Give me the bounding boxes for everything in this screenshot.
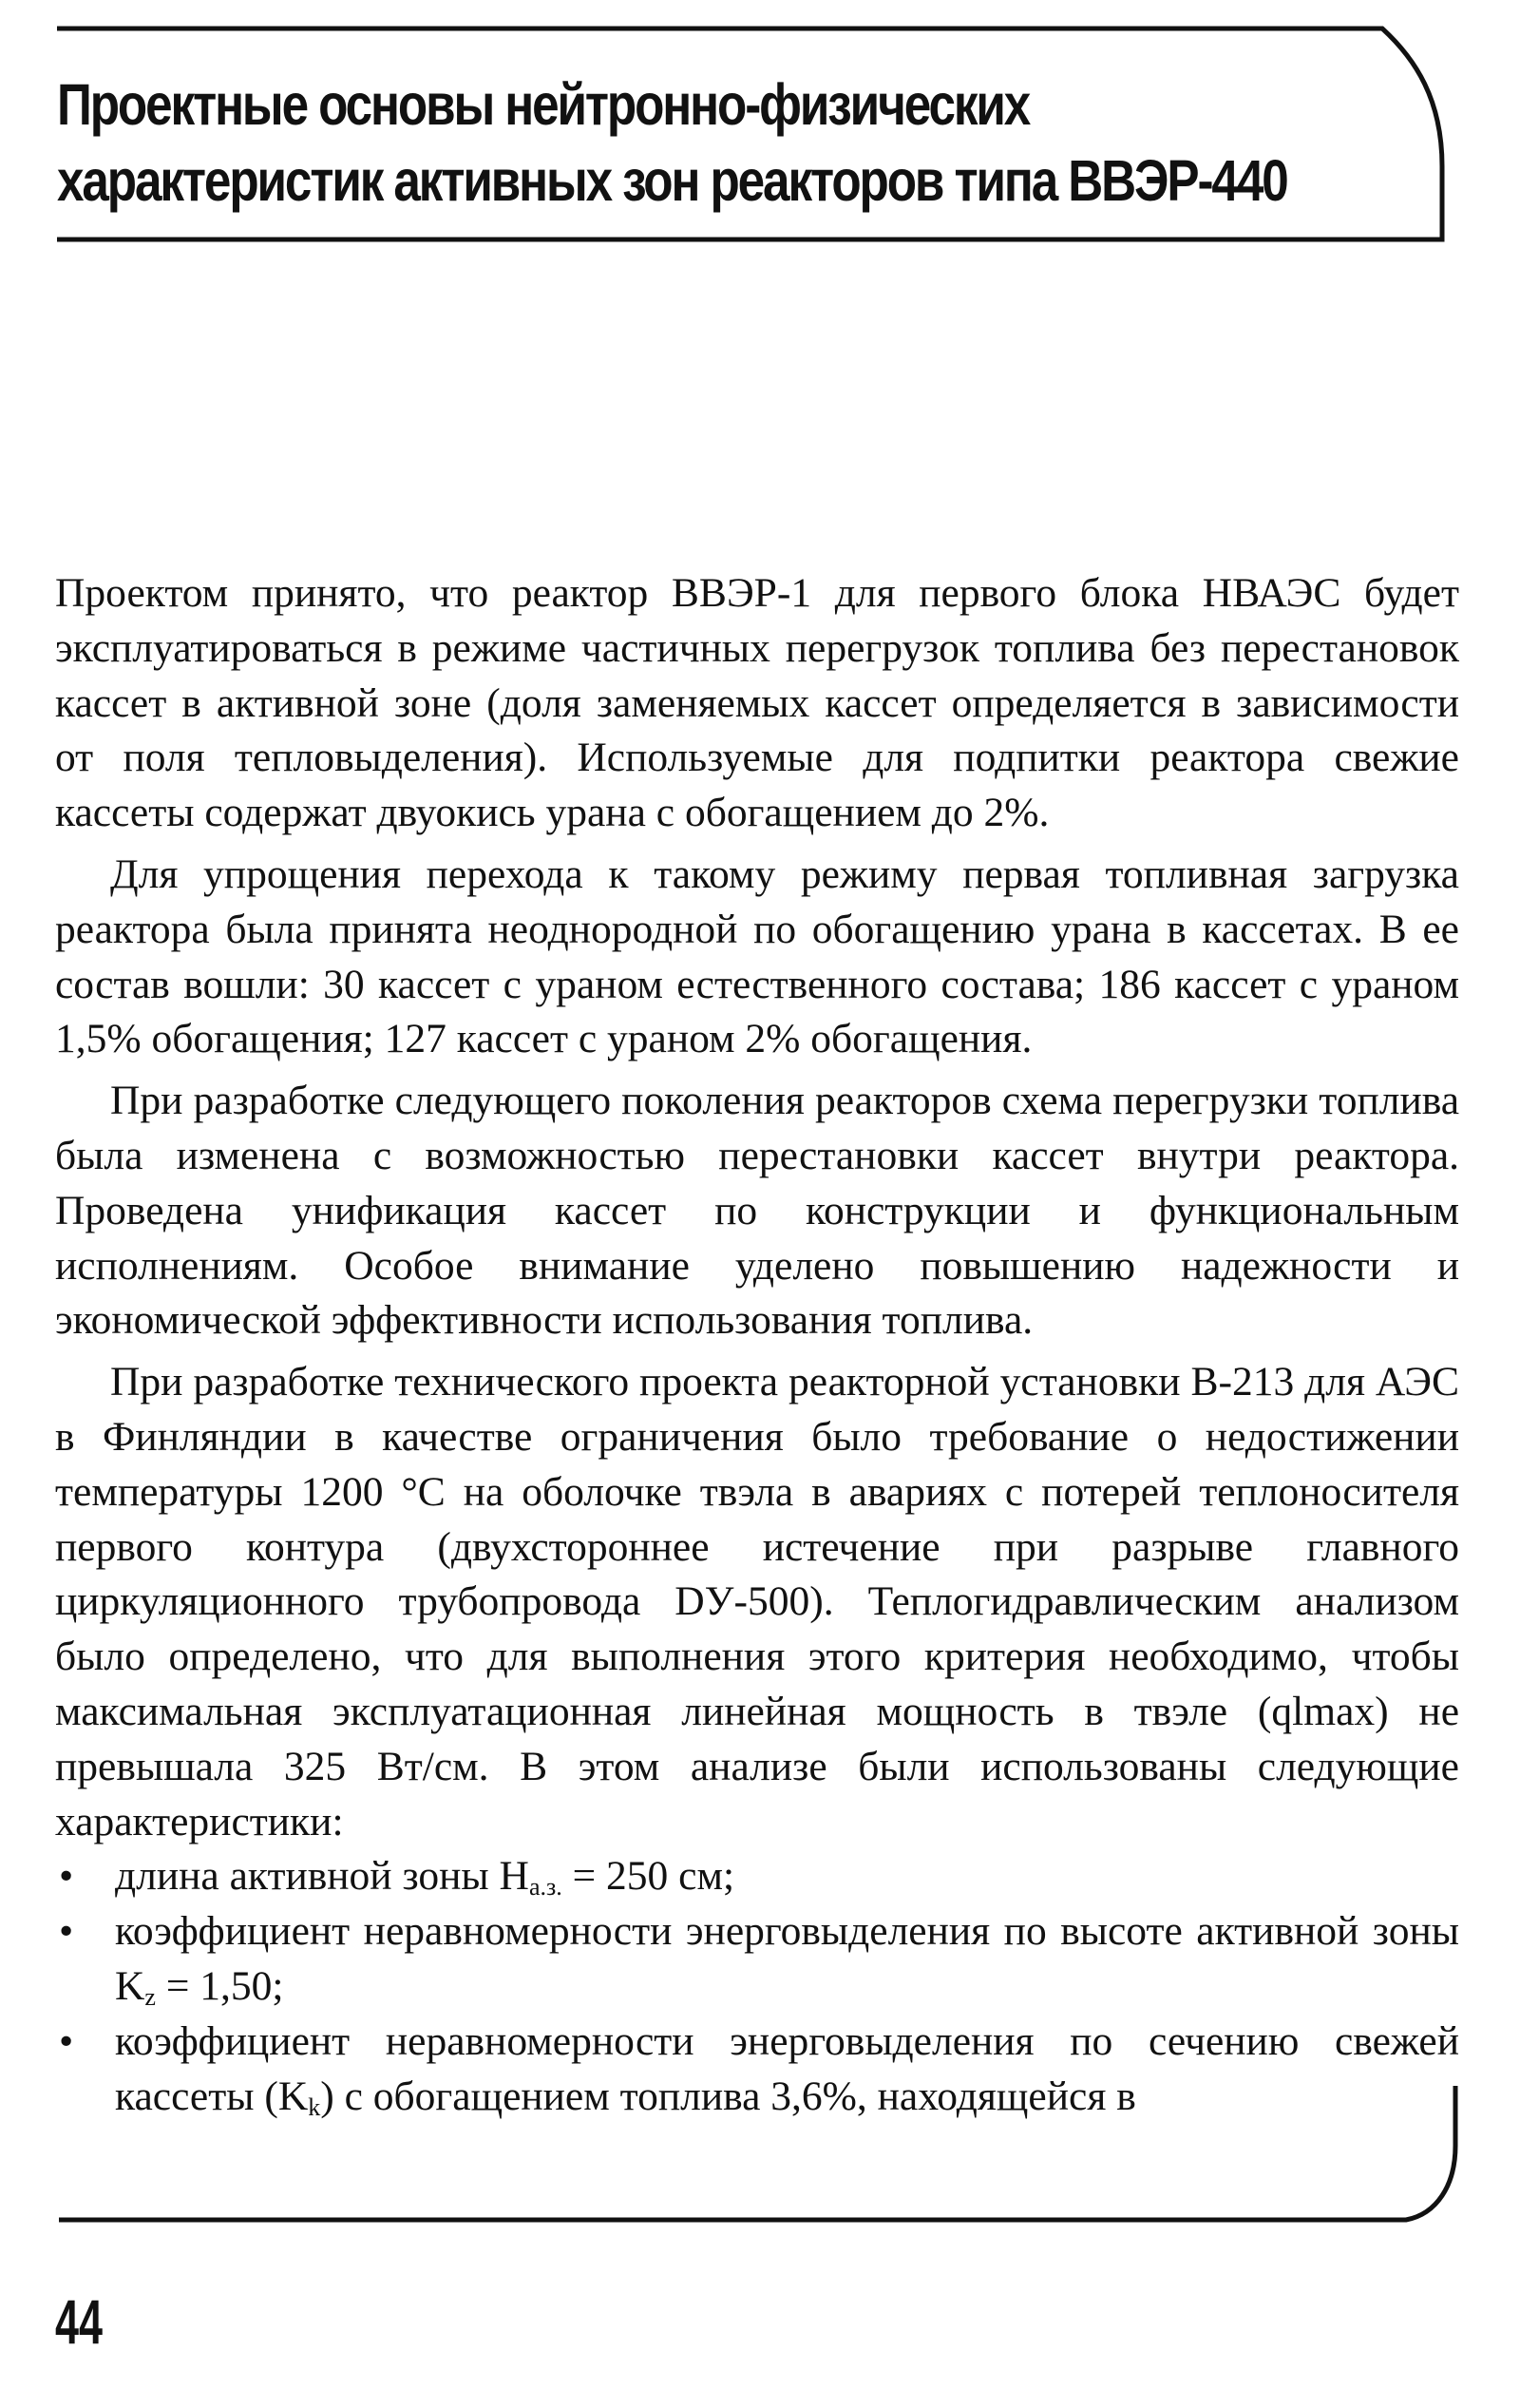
- subscript: k: [308, 2093, 321, 2121]
- list-item: [55, 1849, 1459, 1904]
- paragraph-3: При разработке следующего поколения реакторов схема перегрузки топлива была изменена с возможностью перестановки кассет внутри реактора. Проведена унификация кассет по конструкции и функциональным исполнениям. Особое внимание уделено повышению надежности и экономической эффективности использования топлива.: [55, 1078, 1459, 1344]
- subscript: а.з.: [528, 1873, 562, 1902]
- subscript: z: [144, 1982, 156, 2011]
- list-item: [55, 1904, 1459, 2015]
- list-item: [55, 2015, 1459, 2125]
- list-item-text: коэффициент неравномерности энерговыделения по высоте активной зоны K: [115, 1908, 1459, 2009]
- bullet-icon: •: [59, 2017, 74, 2064]
- body-text: [55, 566, 1459, 2124]
- characteristics-list: [55, 1849, 1459, 2124]
- paragraph-2: Для упрощения перехода к такому режиму первая топливная загрузка реактора была принята неоднородной по обогащению урана в кассетах. В ее состав вошли: 30 кассет с ураном естественного состава; 186 кассет с ураном 1,5% обогащения; 127 кассет с ураном 2% обогащения.: [55, 850, 1459, 1062]
- list-item-text: = 250 см;: [561, 1853, 735, 1900]
- title-line-2: характеристик активных зон реакторов типа ВВЭР-440: [57, 148, 1287, 213]
- bullet-icon: •: [59, 1908, 74, 1955]
- paragraph-1: Проектом принято, что реактор ВВЭР-1 для первого блока НВАЭС будет эксплуатироваться в режиме частичных перегрузок топлива без перестановок кассет в активной зоне (доля заменяемых кассет определяется в зависимости от поля тепловыделения). Используемые для подпитки реактора свежие кассеты содержат двуокись урана с обогащением до 2%.: [55, 570, 1459, 836]
- list-item-text: длина активной зоны H: [115, 1853, 529, 1900]
- page-title: [57, 67, 1287, 219]
- page-number: 44: [55, 2286, 103, 2357]
- list-item-text: коэффициент неравномерности энерговыделения по сечению свежей кассеты (K: [115, 2017, 1459, 2119]
- bullet-icon: •: [59, 1853, 74, 1900]
- title-line-1: Проектные основы нейтронно-физических: [57, 72, 1030, 137]
- list-item-text: ) с обогащением топлива 3,6%, находящейся в: [320, 2073, 1136, 2119]
- list-item-text: = 1,50;: [155, 1962, 284, 2009]
- paragraph-4: При разработке технического проекта реакторной установки В-213 для АЭС в Финляндии в качестве ограничения было требование о недостижении температуры 1200 °С на оболочке твэла в авариях с потерей теплоносителя первого контура (двухстороннее истечение при разрыве главного циркуляционного трубопровода DУ-500). Теплогидравлическим анализом было определено, что для выполнения этого критерия необходимо, чтобы максимальная эксплуатационная линейная мощность в твэле (qlmax) не превышала 325 Вт/см. В этом анализе были использованы следующие характеристики:: [55, 1359, 1459, 1844]
